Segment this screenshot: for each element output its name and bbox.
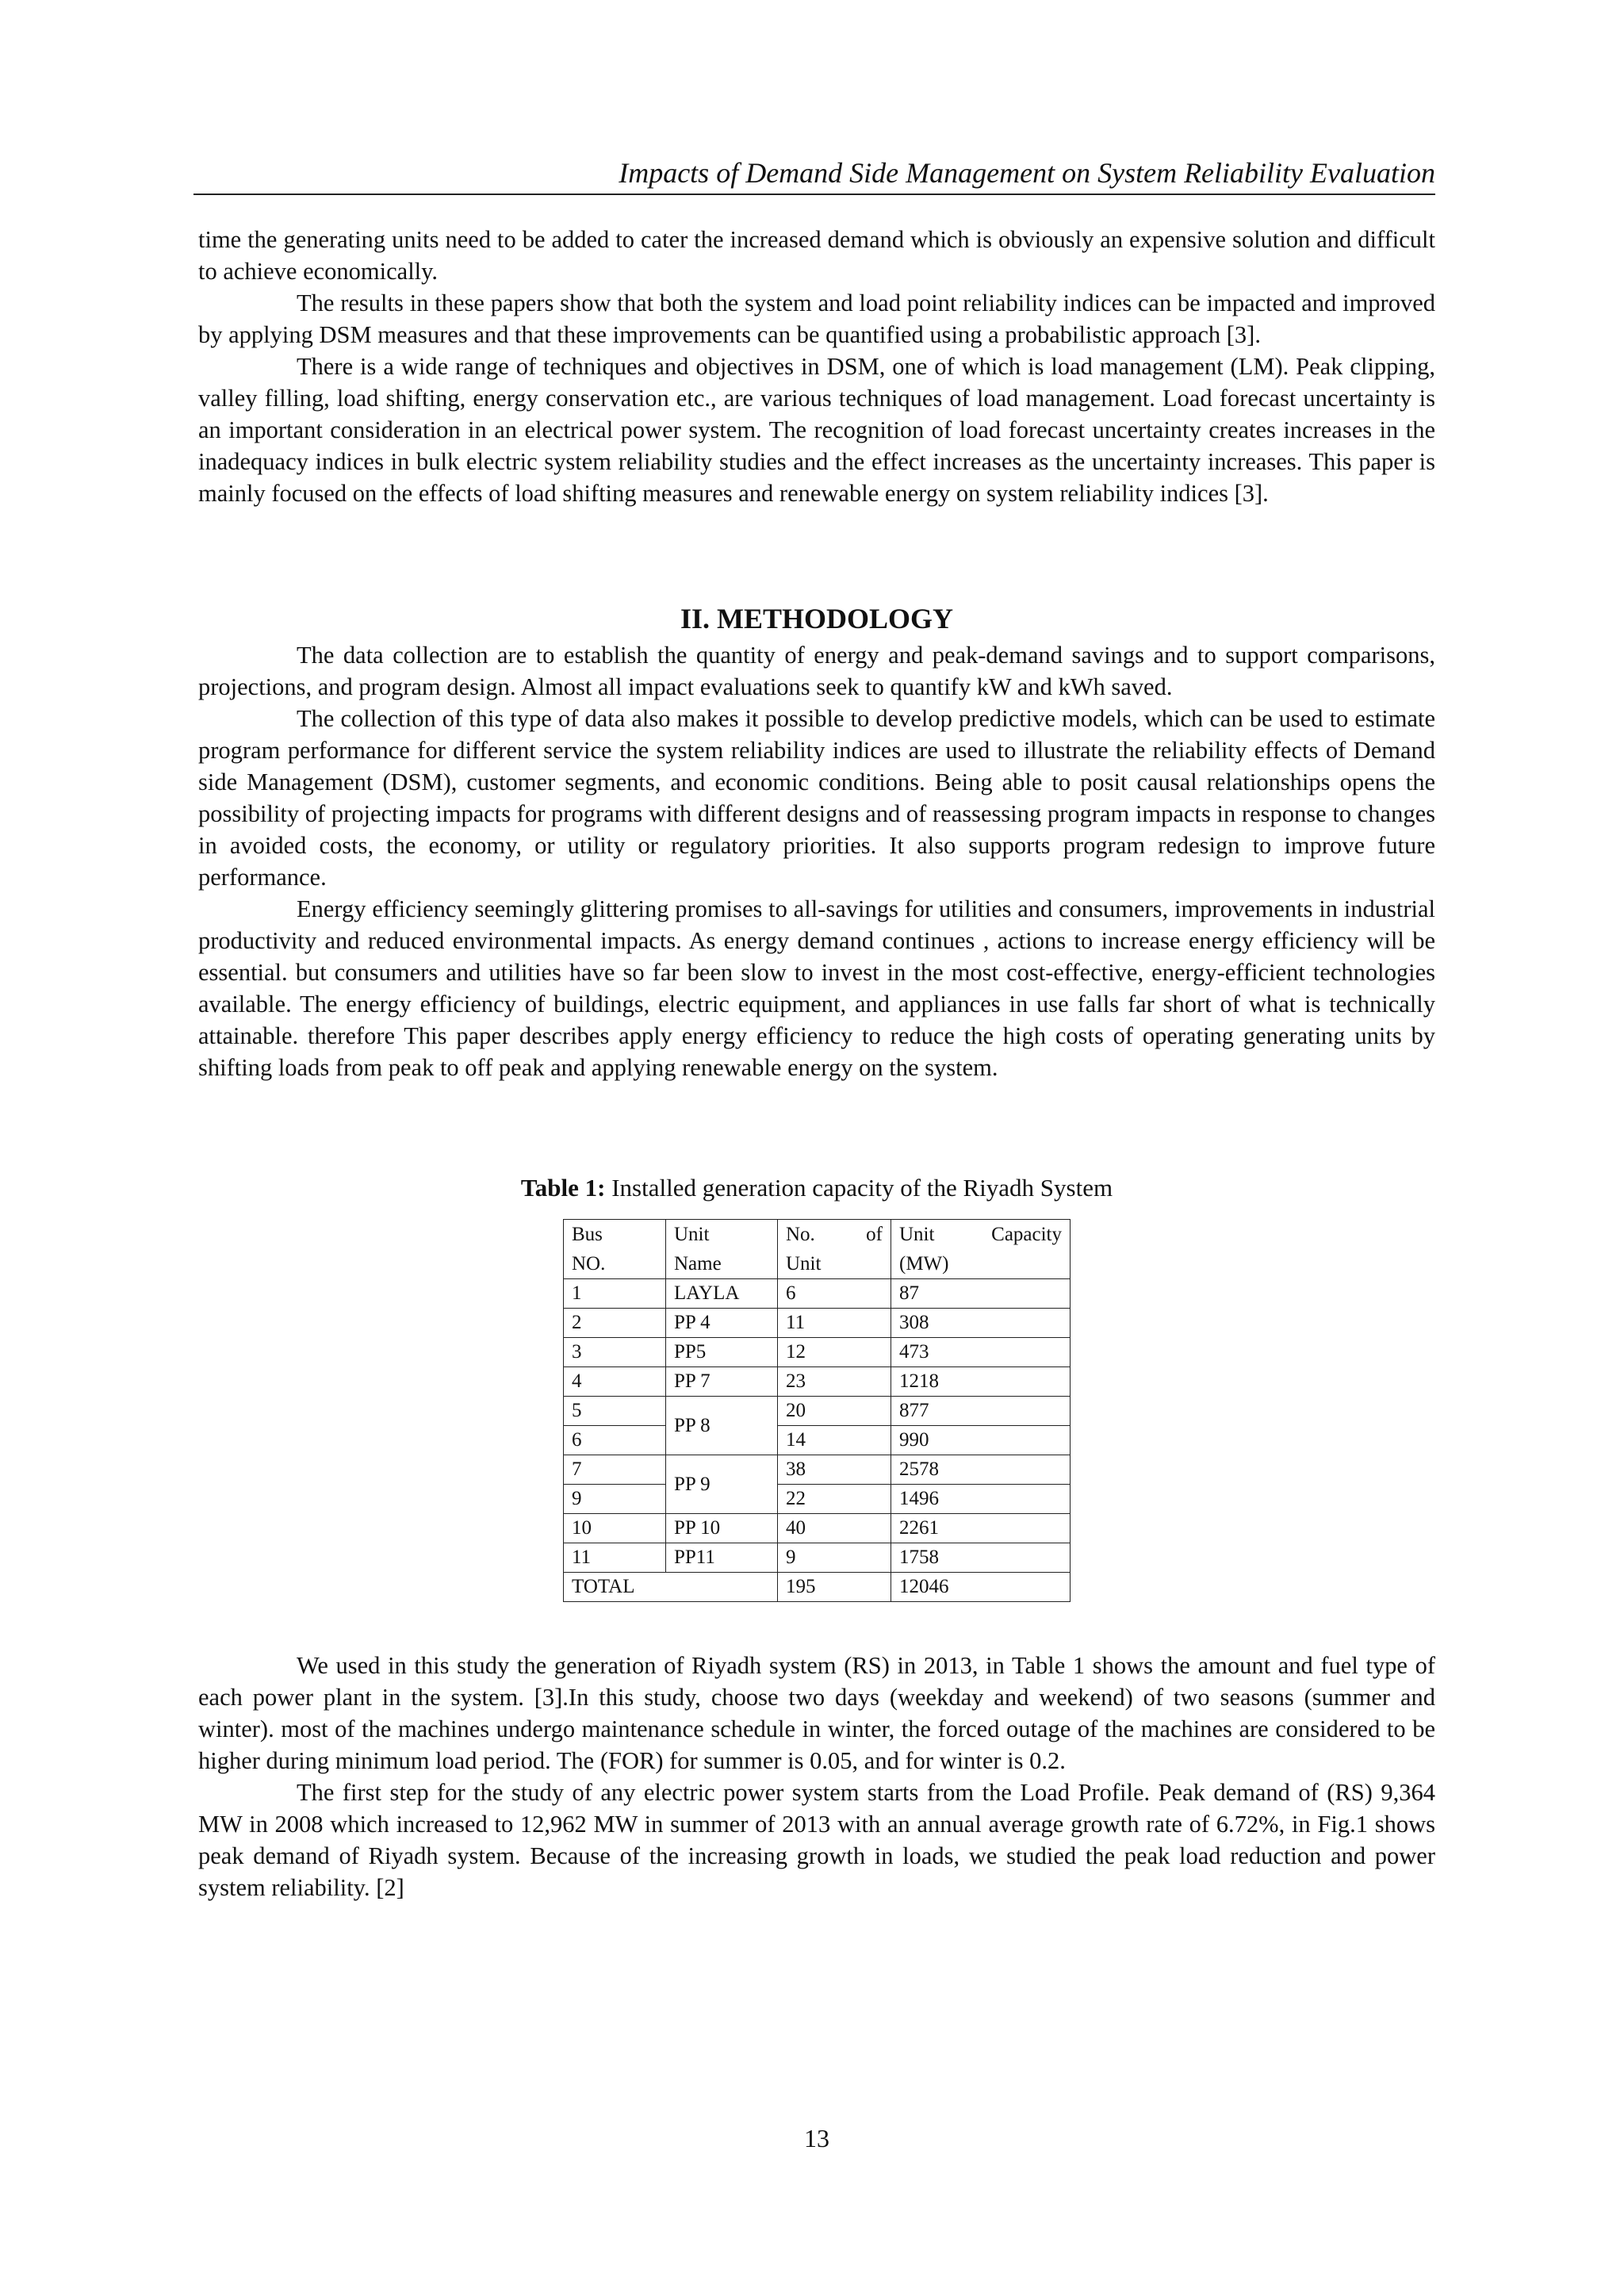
cell-units: 9 [778, 1543, 891, 1573]
cell-units: 23 [778, 1367, 891, 1397]
table-row [564, 1485, 1071, 1514]
table-row [564, 1338, 1071, 1367]
header-rule [193, 194, 1435, 195]
cell-unit-name: PP 8 [666, 1397, 778, 1455]
generation-capacity-table [563, 1219, 1071, 1602]
page-number: 13 [804, 2124, 829, 2152]
intro-section [198, 224, 1435, 509]
cell-capacity: 2578 [891, 1455, 1071, 1485]
cell-units: 20 [778, 1397, 891, 1426]
cell-total-units: 195 [778, 1573, 891, 1602]
cell-capacity: 990 [891, 1426, 1071, 1455]
header-no-word: No. [786, 1224, 815, 1245]
cell-total-capacity: 12046 [891, 1573, 1071, 1602]
table-row [564, 1279, 1071, 1309]
intro-paragraph-3: There is a wide range of techniques and objectives in DSM, one of which is load management (LM). Peak clipping, valley filling, load shifting, energy conservation etc., are various techniques of load management. Load forecast uncertainty is an important consideration in an electrical power system. The recognition of load forecast uncertainty creates increases in the inadequacy indices in bulk electric system reliability studies and the effect increases as the uncertainty increases. This paper is mainly focused on the effects of load shifting measures and renewable energy on system reliability indices [3]. [198, 353, 1435, 507]
cell-bus: 4 [564, 1367, 666, 1397]
header-no-line-1 [786, 1220, 883, 1249]
table-row [564, 1367, 1071, 1397]
study-paragraph-1: We used in this study the generation of Riyadh system (RS) in 2013, in Table 1 shows the amount and fuel type of each power plant in the system. [3].In this study, choose two days (weekday and weekend) of two seasons (summer and winter). most of the machines undergo maintenance schedule in winter, the forced outage of the machines are considered to be higher during minimum load period. The (FOR) for summer is 0.05, and for winter is 0.2. [198, 1652, 1435, 1774]
table-row [564, 1455, 1071, 1485]
header-no-of-unit [778, 1220, 891, 1279]
cell-capacity: 1496 [891, 1485, 1071, 1514]
cell-capacity: 308 [891, 1309, 1071, 1338]
cell-units: 12 [778, 1338, 891, 1367]
cell-capacity: 473 [891, 1338, 1071, 1367]
cell-unit-name: LAYLA [666, 1279, 778, 1309]
header-unit-line-2: Name [674, 1253, 722, 1274]
cell-units: 14 [778, 1426, 891, 1455]
section-heading-methodology: II. METHODOLOGY [680, 603, 954, 634]
intro-paragraph-1: time the generating units need to be added to cater the increased demand which is obviously an expensive solution and difficult to achieve economically. [198, 226, 1435, 285]
cell-capacity: 1758 [891, 1543, 1071, 1573]
header-bus-line-1: Bus [572, 1224, 603, 1245]
header-capacity-line-2: (MW) [899, 1253, 949, 1274]
header-unit-line-1: Unit [674, 1224, 710, 1245]
cell-bus: 11 [564, 1543, 666, 1573]
header-capacity-word: Capacity [991, 1224, 1062, 1245]
cell-bus: 9 [564, 1485, 666, 1514]
cell-bus: 1 [564, 1279, 666, 1309]
table-1-caption [198, 1172, 1435, 1204]
cell-capacity: 87 [891, 1279, 1071, 1309]
header-capacity-line-1 [899, 1220, 1062, 1249]
cell-unit-name: PP 9 [666, 1455, 778, 1514]
cell-unit-name: PP5 [666, 1338, 778, 1367]
header-unit-word: Unit [899, 1224, 935, 1245]
study-paragraph-2: The first step for the study of any electric power system starts from the Load Profile. Peak demand of (RS) 9,364 MW in 2008 which increased to 12,962 MW in summer of 2013 with an annual average growth rate of 6.72%, in Fig.1 shows peak demand of Riyadh system. Because of the increasing growth in loads, we studied the peak load reduction and power system reliability. [2] [198, 1779, 1435, 1901]
cell-bus: 7 [564, 1455, 666, 1485]
table-row [564, 1397, 1071, 1426]
cell-bus: 10 [564, 1514, 666, 1543]
cell-unit-name: PP 7 [666, 1367, 778, 1397]
header-bus-no [564, 1220, 666, 1279]
methodology-paragraph-1: The data collection are to establish the quantity of energy and peak-demand savings and to support comparisons, projections, and program design. Almost all impact evaluations seek to quantify kW and kWh saved. [198, 642, 1435, 700]
cell-capacity: 1218 [891, 1367, 1071, 1397]
table-total-row [564, 1573, 1071, 1602]
study-section [198, 1650, 1435, 1903]
cell-units: 22 [778, 1485, 891, 1514]
methodology-paragraph-3: Energy efficiency seemingly glittering promises to all-savings for utilities and consumers, improvements in industrial productivity and reduced environmental impacts. As energy demand continues , actions to increase energy efficiency will be essential. but consumers and utilities have so far been slow to invest in the most cost-effective, energy-efficient technologies available. The energy efficiency of buildings, electric equipment, and appliances in use falls far short of what is technically attainable. therefore This paper describes apply energy efficiency to reduce the high costs of operating generating units by shifting loads from peak to off peak and applying renewable energy on the system. [198, 895, 1435, 1081]
header-unit-capacity [891, 1220, 1071, 1279]
cell-total-label: TOTAL [564, 1573, 778, 1602]
table-1-caption-label: Table 1: [520, 1174, 606, 1202]
header-no-line-2: Unit [786, 1253, 822, 1274]
cell-units: 38 [778, 1455, 891, 1485]
cell-capacity: 2261 [891, 1514, 1071, 1543]
cell-unit-name: PP11 [666, 1543, 778, 1573]
table-row [564, 1309, 1071, 1338]
methodology-paragraph-2: The collection of this type of data also makes it possible to develop predictive models, which can be used to estimate program performance for different service the system reliability indices are used to illustrate the reliability effects of Demand side Management (DSM), customer segments, and economic conditions. Being able to posit causal relationships opens the possibility of projecting impacts for programs with different designs and of reassessing program impacts in response to changes in avoided costs, the economy, or utility or regulatory priorities. It also supports program redesign to improve future performance. [198, 705, 1435, 891]
table-header-row [564, 1220, 1071, 1279]
header-of-word: of [866, 1224, 883, 1245]
cell-bus: 5 [564, 1397, 666, 1426]
cell-unit-name: PP 10 [666, 1514, 778, 1543]
cell-capacity: 877 [891, 1397, 1071, 1426]
cell-units: 40 [778, 1514, 891, 1543]
cell-bus: 3 [564, 1338, 666, 1367]
running-title: Impacts of Demand Side Management on System Reliability Evaluation [619, 157, 1435, 189]
cell-bus: 6 [564, 1426, 666, 1455]
table-row [564, 1543, 1071, 1573]
table-1-caption-text: Installed generation capacity of the Riyadh System [605, 1174, 1113, 1202]
cell-units: 6 [778, 1279, 891, 1309]
cell-bus: 2 [564, 1309, 666, 1338]
methodology-section [198, 639, 1435, 1083]
cell-units: 11 [778, 1309, 891, 1338]
intro-paragraph-2: The results in these papers show that both the system and load point reliability indices can be impacted and improved by applying DSM measures and that these improvements can be quantified using a probabilistic approach [3]. [198, 289, 1435, 348]
header-unit-name [666, 1220, 778, 1279]
table-row [564, 1514, 1071, 1543]
cell-unit-name: PP 4 [666, 1309, 778, 1338]
header-bus-line-2: NO. [572, 1253, 606, 1274]
table-row [564, 1426, 1071, 1455]
